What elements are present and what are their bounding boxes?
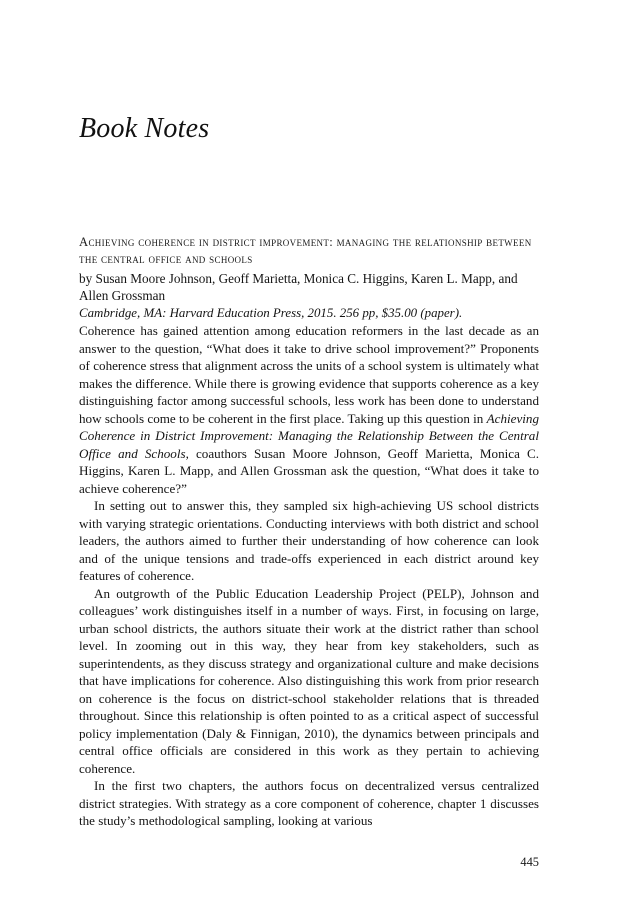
book-entry-header — [79, 234, 539, 322]
book-publication-details: Cambridge, MA: Harvard Education Press, 2015. 256 pp, $35.00 (paper). — [79, 306, 463, 320]
review-paragraph-4: In the first two chapters, the authors focus on decentralized versus centralized district strategies. With strategy as a core component of coherence, chapter 1 discusses the study’s methodological sampling, looking at various — [79, 778, 539, 828]
book-authors: by Susan Moore Johnson, Geoff Marietta, Monica C. Higgins, Karen L. Mapp, and Allen Grossman — [79, 270, 518, 304]
review-paragraph-2: In setting out to answer this, they sampled six high-achieving US school districts with varying strategic orientations. Conducting interviews with both district and school leaders, the authors aimed to further their understanding of how coherence can look and of the unique tensions and trade-offs experienced in each district around key features of coherence. — [79, 498, 539, 583]
book-title: Achieving coherence in district improvement: managing the relationship between the central office and schools — [79, 235, 532, 267]
paragraph-1-text-before-title: Coherence has gained attention among education reformers in the last decade as an answer to the question, “What does it take to drive school improvement?” Proponents of coherence stress that alignment across the units of a school system is ultimately what makes the difference. While there is growing evidence that supports coherence as a key distinguishing factor among successful schools, less work has been done to understand how schools come to be coherent in the first place. Taking up this question in — [79, 323, 539, 426]
paragraph-1-text-after-title: coauthors Susan Moore Johnson, Geoff Marietta, Monica C. Higgins, Karen L. Mapp, and Allen Grossman ask the question, “What does it take to achieve coherence?” — [79, 445, 539, 496]
cited-book-title: Achieving Coherence in District Improvement: Managing the Relationship Between the Central Office and Schools, — [79, 410, 539, 461]
page-title: Book Notes — [79, 113, 210, 144]
review-paragraph-1 — [79, 322, 539, 497]
review-body — [79, 322, 539, 830]
page-number: 445 — [520, 855, 539, 869]
review-paragraph-3: An outgrowth of the Public Education Leadership Project (PELP), Johnson and colleagues’ work distinguishes itself in a number of ways. First, in focusing on large, urban school districts, the authors situate their work at the district rather than school level. In zooming out in this way, they hear from key stakeholders, such as superintendents, as they discuss strategy and organizational culture and make decisions that have implications for coherence. Also distinguishing this work from prior research on coherence is the focus on district-school stakeholder relations that is threaded throughout. Since this relationship is often pointed to as a critical aspect of successful policy implementation (Daly & Finnigan, 2010), the dynamics between principals and central office officials are considered in this work as they pertain to achieving coherence. — [79, 585, 539, 776]
